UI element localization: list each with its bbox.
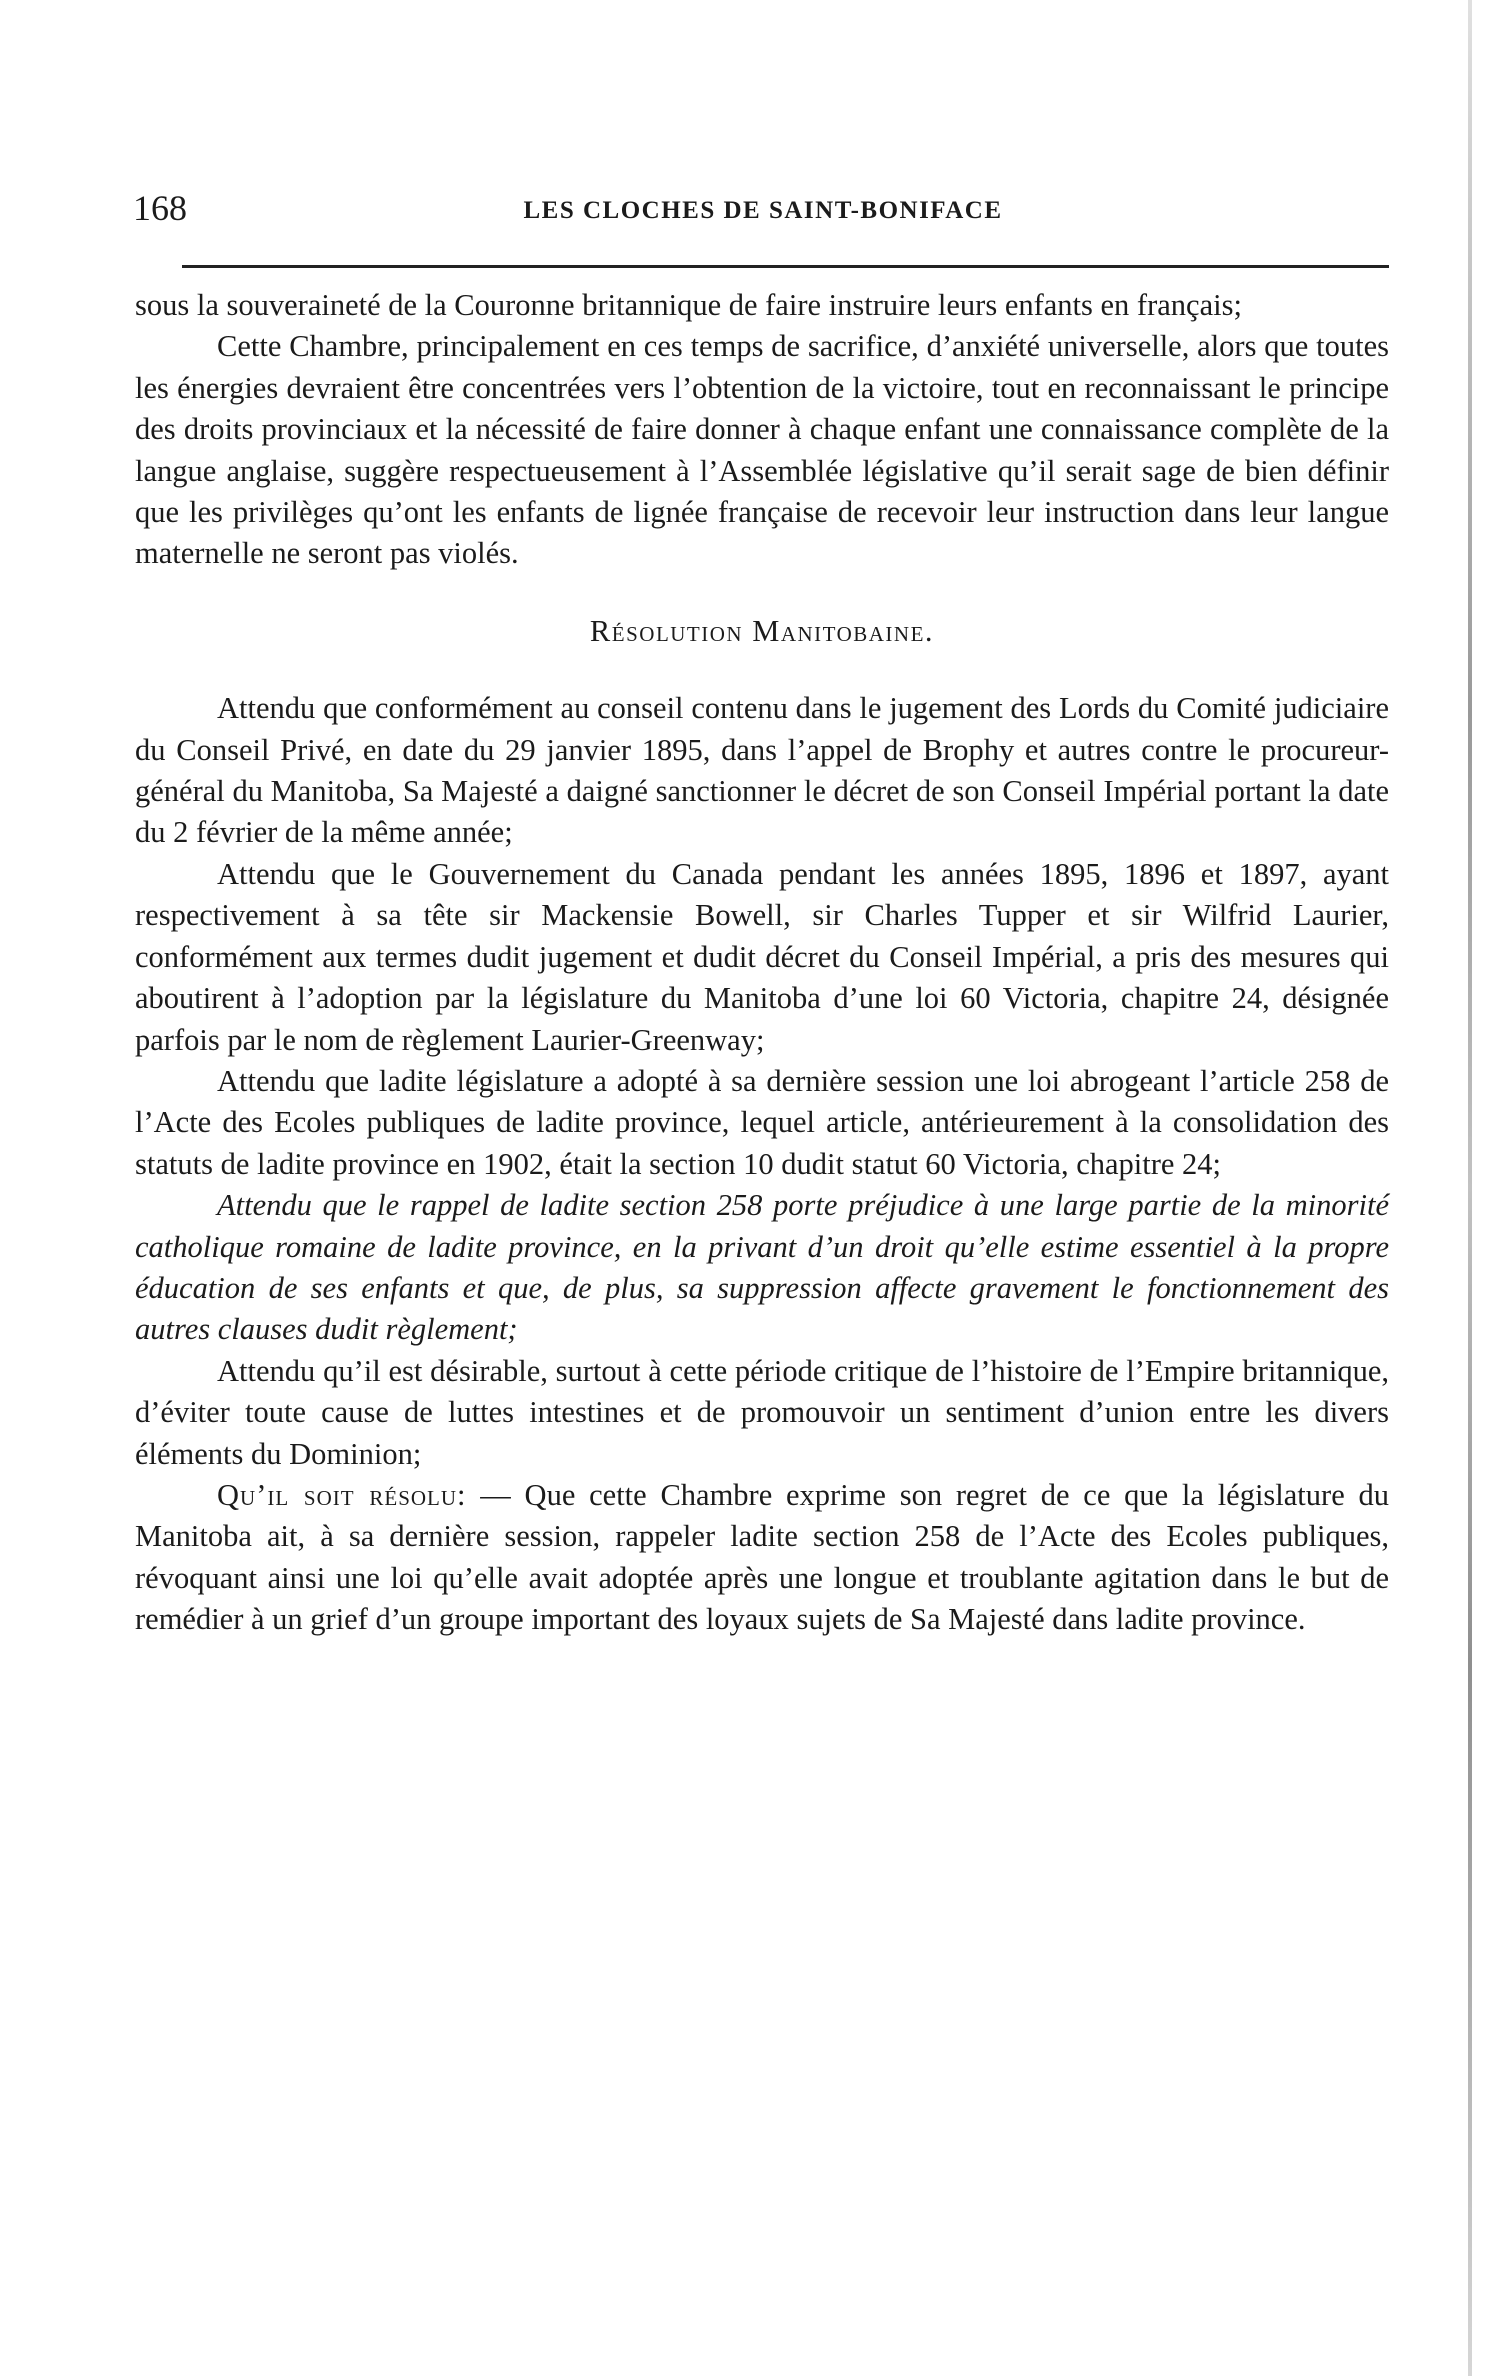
page-header	[133, 188, 1393, 238]
paragraph-attendu-italic: Attendu que le rappel de ladite section 258 porte préjudice à une large partie de la minorité catholique romaine de ladite province, en la privant d’un droit qu’elle estime essentiel à la propre éducation de ses enfants et que, de plus, sa suppression affecte gravement le fonctionnement des autres clauses dudit règlement;	[135, 1188, 1389, 1347]
paragraph-attendu-4: Attendu qu’il est désirable, surtout à cette période critique de l’histoire de l’Empire britannique, d’éviter toute cause de luttes intestines et de promouvoir un sentiment d’union entre les divers éléments du Dominion;	[135, 1353, 1389, 1471]
header-rule	[182, 265, 1389, 268]
running-title: LES CLOCHES DE SAINT-BONIFACE	[523, 197, 1003, 224]
paragraph-attendu-3: Attendu que ladite législature a adopté à sa dernière session une loi abrogeant l’article 258 de l’Acte des Ecoles publiques de ladite province, lequel article, antérieurement à la consolidation des statuts de ladite province en 1902, était la section 10 dudit statut 60 Victoria, chapitre 24;	[135, 1063, 1389, 1181]
paragraph-attendu-1: Attendu que conformément au conseil contenu dans le jugement des Lords du Comité judiciaire du Conseil Privé, en date du 29 janvier 1895, dans l’appel de Brophy et autres contre le procureur-général du Manitoba, Sa Majesté a daigné sanctionner le décret de son Conseil Impérial portant la date du 2 février de la même année;	[135, 691, 1389, 850]
page-edge-scan-mark	[1468, 0, 1472, 2376]
paragraph-resolution	[135, 1475, 1389, 1641]
paragraph-chambre: Cette Chambre, principalement en ces temps de sacrifice, d’anxiété universelle, alors que toutes les énergies devraient être concentrées vers l’obtention de la victoire, tout en reconnaissant le principe des droits provinciaux et la nécessité de faire donner à chaque enfant une connaissance complète de la langue anglaise, suggère respectueusement à l’Assemblée législative qu’il serait sage de bien définir que les privilèges qu’ont les enfants de lignée française de recevoir leur instruction dans leur langue maternelle ne seront pas violés.	[135, 329, 1389, 571]
resolution-lead: Qu’il soit résolu:	[217, 1477, 467, 1512]
section-title: Résolution Manitobaine.	[589, 613, 935, 648]
paragraph-continued: sous la souveraineté de la Couronne britannique de faire instruire leurs enfants en français;	[135, 288, 1242, 322]
resolution-text: — Que cette Chambre exprime son regret de ce que la législature du Manitoba ait, à sa dernière session, rappeler ladite section 258 de l’Acte des Ecoles publiques, révoquant ainsi une loi qu’elle avait adoptée après une longue et troublante agitation dans le but de remédier à un grief d’un groupe important des loyaux sujets de Sa Majesté dans ladite province.	[135, 1477, 1389, 1637]
paragraph-attendu-2: Attendu que le Gouvernement du Canada pendant les années 1895, 1896 et 1897, ayant respectivement à sa tête sir Mackensie Bowell, sir Charles Tupper et sir Wilfrid Laurier, conformément aux termes dudit jugement et dudit décret du Conseil Impérial, a pris des mesures qui aboutirent à l’adoption par la législature du Manitoba d’une loi 60 Victoria, chapitre 24, désignée parfois par le nom de règlement Laurier-Greenway;	[135, 856, 1389, 1057]
body-text	[135, 285, 1389, 1641]
page-number: 168	[133, 188, 187, 228]
